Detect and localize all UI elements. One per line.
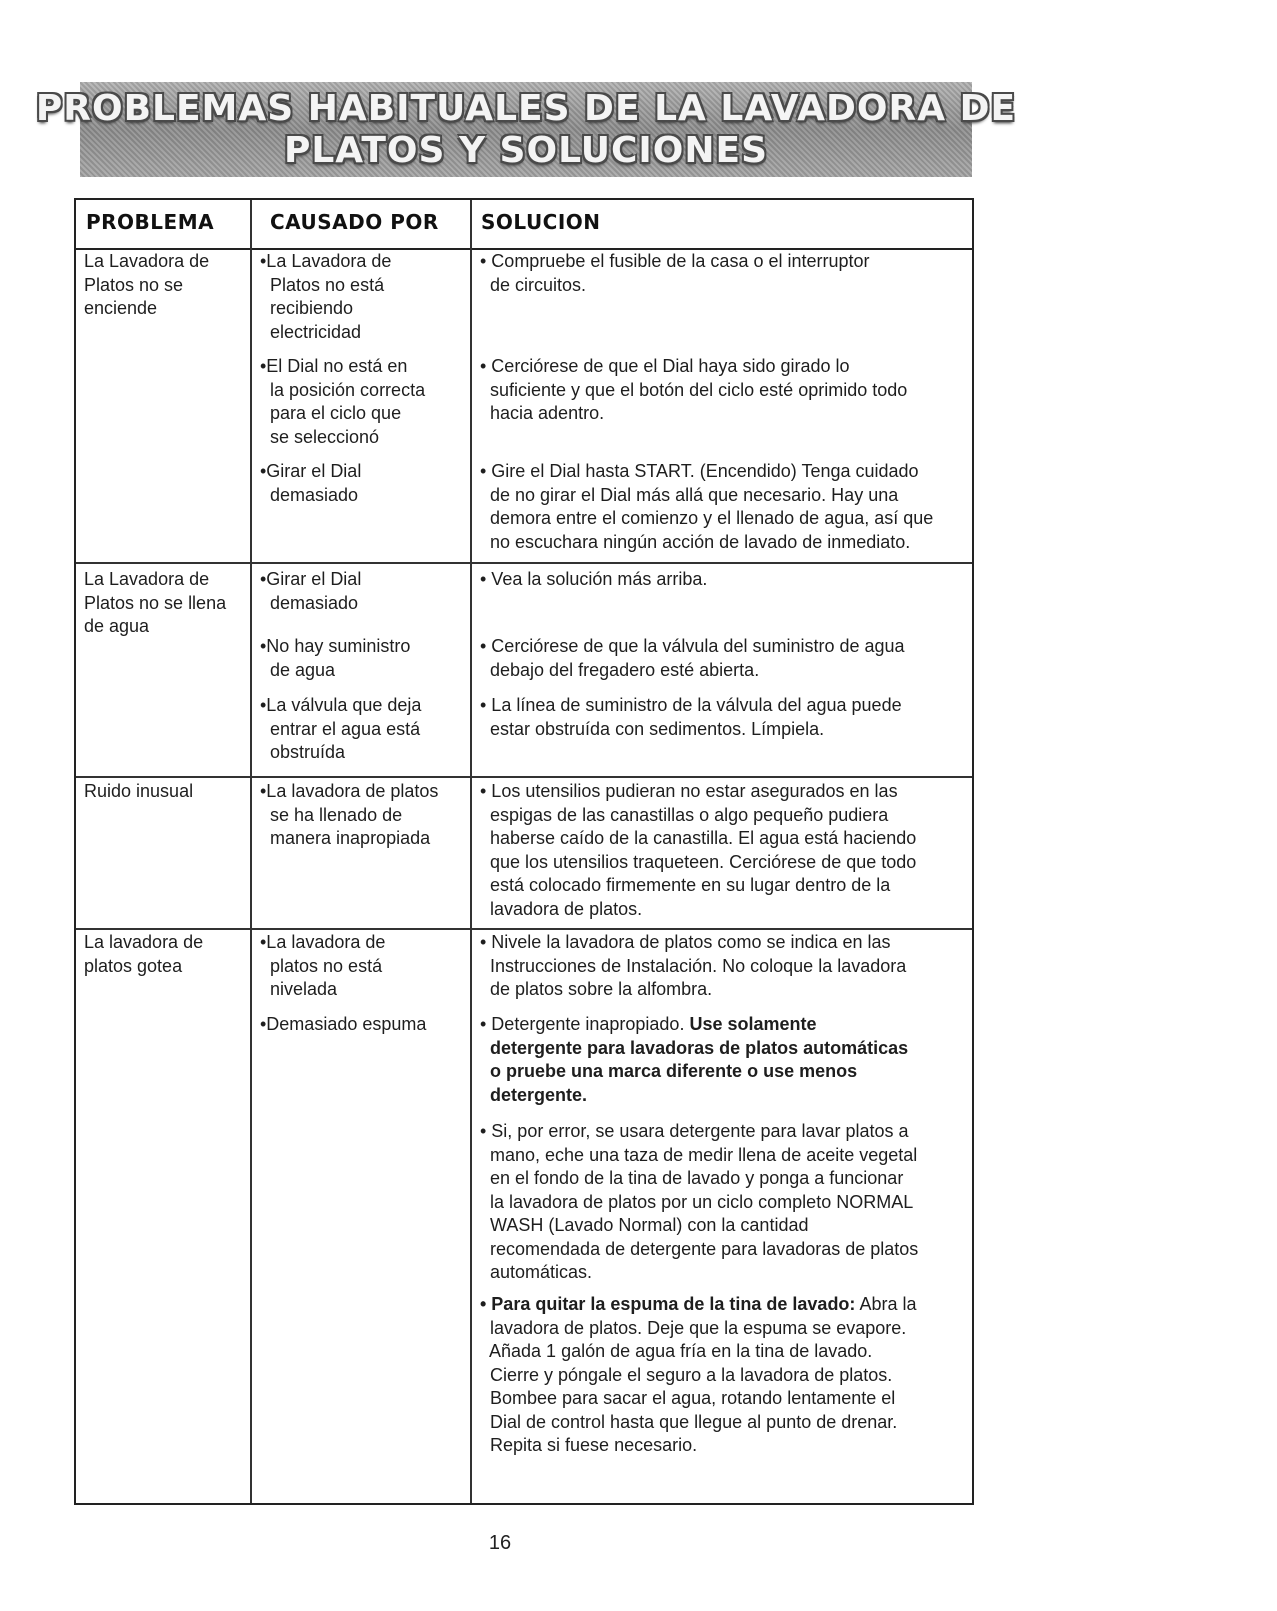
cause-dial-overturned: •Girar el Dial demasiado: [260, 461, 362, 505]
column-divider-1: [250, 200, 252, 1503]
solution-check-fuse: • Compruebe el fusible de la casa o el interruptor de circuitos.: [480, 251, 870, 295]
solution-dial-turned: • Cerciórese de que el Dial haya sido girado lo suficiente y que el botón del ciclo esté oprimido todo hacia adentro.: [480, 356, 908, 423]
problem-no-fill: La Lavadora de Platos no se llena de agua: [84, 569, 227, 636]
header-solution: SOLUCION: [481, 210, 601, 234]
cause-improper-loading: •La lavadora de platos se ha llenado de manera inapropiada: [260, 781, 439, 848]
title-line-2: PLATOS Y SOLUCIONES: [283, 129, 769, 171]
cause-too-much-suds: •Demasiado espuma: [260, 1014, 427, 1034]
problem-unusual-noise: Ruido inusual: [84, 781, 194, 801]
header-problem: PROBLEMA: [86, 210, 215, 234]
section-divider-2: [76, 776, 972, 778]
solution-turn-to-start: • Gire el Dial hasta START. (Encendido) Tenga cuidado de no girar el Dial más allá que necesario. Hay una demora entre el comienzo y el llenado de agua, así que no escuchara ningún acción de lavado de inmediato.: [480, 461, 934, 552]
problem-leaks: La lavadora de platos gotea: [84, 932, 204, 976]
solution-see-above: • Vea la solución más arriba.: [480, 569, 708, 589]
solution-level-dishwasher: • Nivele la lavadora de platos como se indica en las Instrucciones de Instalación. No coloque la lavadora de platos sobre la alfombra.: [480, 932, 907, 999]
solution-remove-suds: [480, 1293, 974, 1458]
solution-remove-suds-steps: Abra la lavadora de platos. Deje que la espuma se evapore. Añada 1 galón de agua fría en la tina de lavado. Cierre y póngale el seguro a la lavadora de platos. Bombee para sacar el agua, rotando lentamente el Dial de control hasta que llegue al punto de drenar. Repita si fuese necesario.: [489, 1294, 917, 1455]
cause-not-level: •La lavadora de platos no está nivelada: [260, 932, 386, 999]
solution-remove-suds-heading: • Para quitar la espuma de la tina de lavado:: [480, 1294, 856, 1314]
page-number: 16: [488, 1532, 512, 1554]
troubleshooting-table: [74, 198, 974, 1505]
title-line-1: PROBLEMAS HABITUALES DE LA LAVADORA DE: [35, 87, 1017, 129]
solution-vegetal-oil: • Si, por error, se usara detergente para lavar platos a mano, eche una taza de medir llena de aceite vegetal en el fondo de la tina de lavado y ponga a funcionar la lavadora de platos por un ciclo completo NORMAL WASH (Lavado Normal) con la cantidad recomendada de detergente para lavadoras de platos automáticas.: [480, 1121, 919, 1282]
cause-dial-overturned-2: •Girar el Dial demasiado: [260, 569, 362, 613]
title-banner: [35, 82, 1017, 177]
solution-detergent: [480, 1013, 970, 1107]
section-divider-1: [76, 562, 972, 564]
solution-detergent-intro: • Detergente inapropiado.: [480, 1014, 690, 1034]
problem-no-power: La Lavadora de Platos no se enciende: [84, 251, 210, 318]
section-divider-3: [76, 928, 972, 930]
cause-no-water-supply: •No hay suministro de agua: [260, 636, 411, 680]
table-header-row: [76, 200, 972, 250]
solution-secure-utensils: • Los utensilios pudieran no estar asegurados en las espigas de las canastillas o algo pequeño pudiera haberse caído de la canastilla. El agua está haciendo que los utensilios traqueteen. Cerciórese de que todo está colocado firmemente en su lugar dentro de la lavadora de platos.: [480, 781, 917, 919]
column-divider-2: [470, 200, 472, 1503]
header-cause: CAUSADO POR: [270, 210, 439, 234]
solution-open-valve: • Cerciórese de que la válvula del suministro de agua debajo del fregadero esté abierta.: [480, 636, 905, 680]
solution-detergent-warning: Use solamente detergente para lavadoras de platos automáticas o pruebe una marca diferente o use menos detergente.: [490, 1014, 909, 1105]
cause-dial-position: •El Dial no está en la posición correcta para el ciclo que se seleccionó: [260, 356, 426, 447]
cause-no-electricity: •La Lavadora de Platos no está recibiendo electricidad: [260, 251, 392, 342]
solution-clean-line: • La línea de suministro de la válvula del agua puede estar obstruída con sedimentos. Límpiela.: [480, 695, 902, 739]
cause-valve-clogged: •La válvula que deja entrar el agua está obstruída: [260, 695, 422, 762]
